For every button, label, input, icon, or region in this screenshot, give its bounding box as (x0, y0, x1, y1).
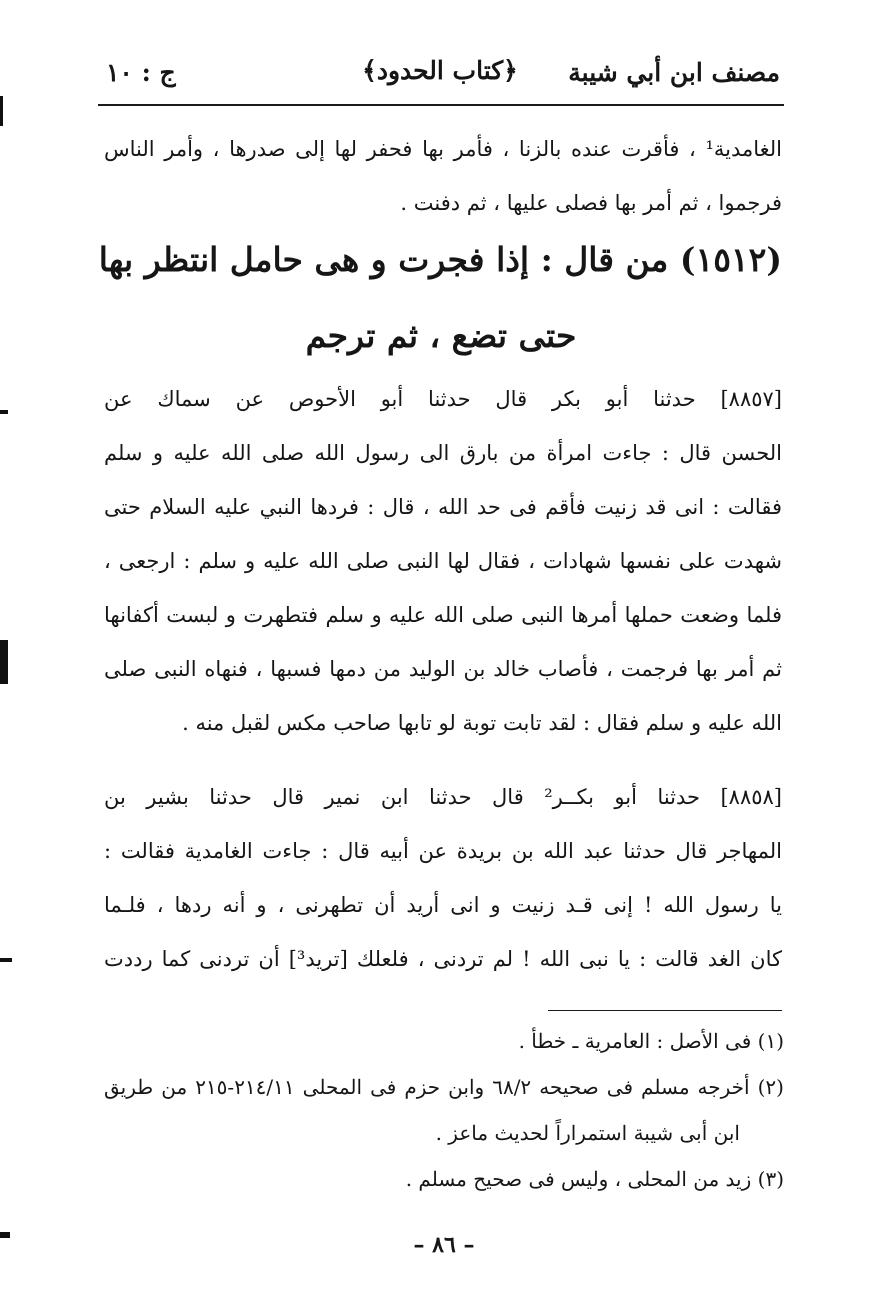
text-line: فرجموا ، ثم أمر بها فصلى عليها ، ثم دفنت . (400, 191, 782, 215)
footnote-2-continuation: ابن أبى شيبة استمراراً لحديث ماعز . (435, 1121, 740, 1145)
footnotes (104, 1018, 784, 1202)
running-header (100, 54, 780, 98)
hadith-8857 (104, 372, 782, 750)
text-line: المهاجر قال حدثنا عبد الله بن بريدة عن أبيه قال : جاءت الغامدية فقالت : (104, 839, 782, 863)
scan-mark (0, 96, 3, 126)
scan-mark (0, 958, 12, 962)
chapter-title: ﴿كتاب الحدود﴾ (362, 56, 518, 85)
text-line: ثم أمر بها فرجمت ، فأصاب خالد بن الوليد من دمها فسبها ، فنهاه النبى صلى (104, 657, 782, 681)
footnote-3: (٣) زيد من المحلى ، وليس فى صحيح مسلم . (405, 1167, 784, 1191)
paragraph-continuation (104, 122, 782, 230)
text-line: الحسن قال : جاءت امرأة من بارق الى رسول الله صلى الله عليه و سلم (104, 441, 782, 465)
text-line: شهدت على نفسها شهادات ، فقال لها النبى صلى الله عليه و سلم : ارجعى ، (104, 549, 782, 573)
text-line: كان الغد قالت : يا نبى الله ! لم تردنى ، فلعلك [تريد³] أن تردنى كما رددت (104, 947, 782, 971)
text-line: [٨٨٥٨] حدثنا أبو بكــر² قال حدثنا ابن نمير قال حدثنا بشير بن (104, 785, 782, 809)
text-line: [٨٨٥٧] حدثنا أبو بكر قال حدثنا أبو الأحوص عن سماك عن (104, 387, 782, 411)
book-title: مصنف ابن أبي شيبة (568, 58, 780, 87)
chapter-heading-line-2: حتى تضع ، ثم ترجم (305, 316, 577, 355)
volume-number: ج : ١٠ (106, 58, 176, 87)
footnote-1: (١) فى الأصل : العامرية ـ خطأ . (518, 1029, 784, 1053)
text-line: الغامدية¹ ، فأقرت عنده بالزنا ، فأمر بها فحفر لها إلى صدرها ، وأمر الناس (104, 137, 782, 161)
header-rule (98, 104, 784, 106)
chapter-heading-line-1: (١٥١٢) من قال : إذا فجرت و هى حامل انتظر بها (98, 240, 782, 279)
footnote-rule (548, 1010, 782, 1011)
text-line: الله عليه و سلم فقال : لقد تابت توبة لو تابها صاحب مكس لقبل منه . (182, 711, 782, 735)
page-number: – ٨٦ – (413, 1232, 475, 1258)
footnote-2: (٢) أخرجه مسلم فى صحيحه ٦٨/٢ وابن حزم فى المحلى ٢١٤/١١-٢١٥ من طريق (104, 1075, 784, 1099)
scan-mark (0, 410, 8, 414)
scan-mark (0, 1232, 10, 1238)
scan-mark (0, 640, 8, 684)
hadith-8858 (104, 770, 782, 986)
text-line: فقالت : انى قد زنيت فأقم فى حد الله ، قال : فردها النبي عليه السلام حتى (104, 495, 782, 519)
text-line: فلما وضعت حملها أمرها النبى صلى الله عليه و سلم فتطهرت و لبست أكفانها (104, 603, 782, 627)
text-line: يا رسول الله ! إنى قـد زنيت و انى أريد أن تطهرنى ، و أنه ردها ، فلـما (104, 893, 782, 917)
